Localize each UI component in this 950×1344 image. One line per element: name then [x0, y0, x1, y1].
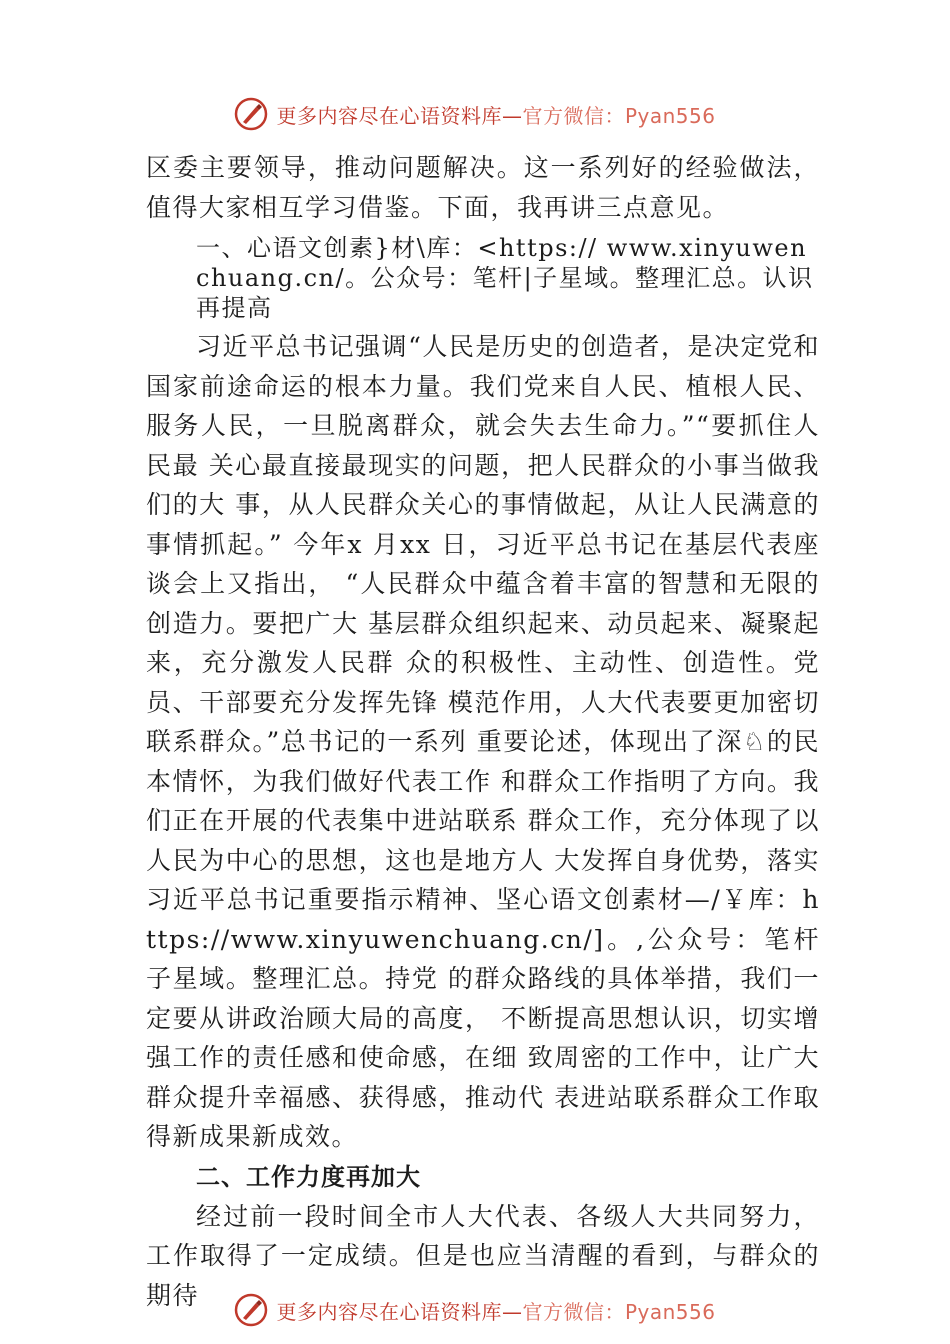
- section-2-paragraph: 经过前一段时间全市人大代表、各级人大共同努力，工作取得了一定成绩。但是也应当清醒的看到，与群众的期待: [146, 1201, 820, 1310]
- document-body: [146, 148, 820, 1315]
- footer-banner-main: 更多内容尽在心语资料库—: [276, 1299, 523, 1324]
- footer-banner-text: [276, 1296, 715, 1325]
- pen-logo-icon: [234, 97, 268, 131]
- header-banner-main: 更多内容尽在心语资料库—: [276, 103, 523, 128]
- header-banner-wechat: 官方微信：Pyan556: [522, 103, 716, 128]
- pen-logo-icon: [234, 1293, 268, 1327]
- footer-banner: [0, 1288, 950, 1332]
- header-banner: [0, 92, 950, 136]
- footer-banner-wechat: 官方微信：Pyan556: [522, 1299, 716, 1324]
- section-1-paragraph: 习近平总书记强调“人民是历史的创造者，是决定党和国家前途命运的根本力量。我们党来自人民、植根人民、服务人民，一旦脱离群众，就会失去生命力。”“要抓住人民最 关心最直接最现实的问题，把人民群众的小事当做我们的大 事，从人民群众关心的事情做起，从让人民满意的事情抓起。” 今年x 月xx 日，习近平总书记在基层代表座谈会上又指出， “人民群众中蕴含着丰富的智慧和无限的创造力。要把广大 基层群众组织起来、动员起来、凝聚起来，充分激发人民群 众的积极性、主动性、创造性。党员、干部要充分发挥先锋 模范作用，人大代表要更加密切联系群众。”总书记的一系列 重要论述，体现出了深♘的民本情怀，为我们做好代表工作 和群众工作指明了方向。我们正在开展的代表集中进站联系 群众工作，充分体现了以人民为中心的思想，这也是地方人 大发挥自身优势，落实习近平总书记重要指示精神、坚心语文创素材—/￥库：https://www.xinyuwenchuang.cn/]。,公众号：笔杆子星域。整理汇总。持党 的群众路线的具体举措，我们一定要从讲政治顾大局的高度， 不断提高思想认识，切实增强工作的责任感和使命感，在细 致周密的工作中，让广大群众提升幸福感、获得感，推动代 表进站联系群众工作取得新成果新成效。: [146, 332, 820, 1151]
- header-banner-text: [276, 100, 715, 129]
- section-1-heading: 一、心语文创素}材\库：<https:// www.xinyuwenchuang.cn/。公众号：笔杆|子星域。整理汇总。认识再提高: [196, 234, 814, 322]
- intro-paragraph: 区委主要领导，推动问题解决。这一系列好的经验做法，值得大家相互学习借鉴。下面，我再讲三点意见。: [146, 153, 820, 222]
- section-2-heading: 二、工作力度再加大: [196, 1162, 421, 1191]
